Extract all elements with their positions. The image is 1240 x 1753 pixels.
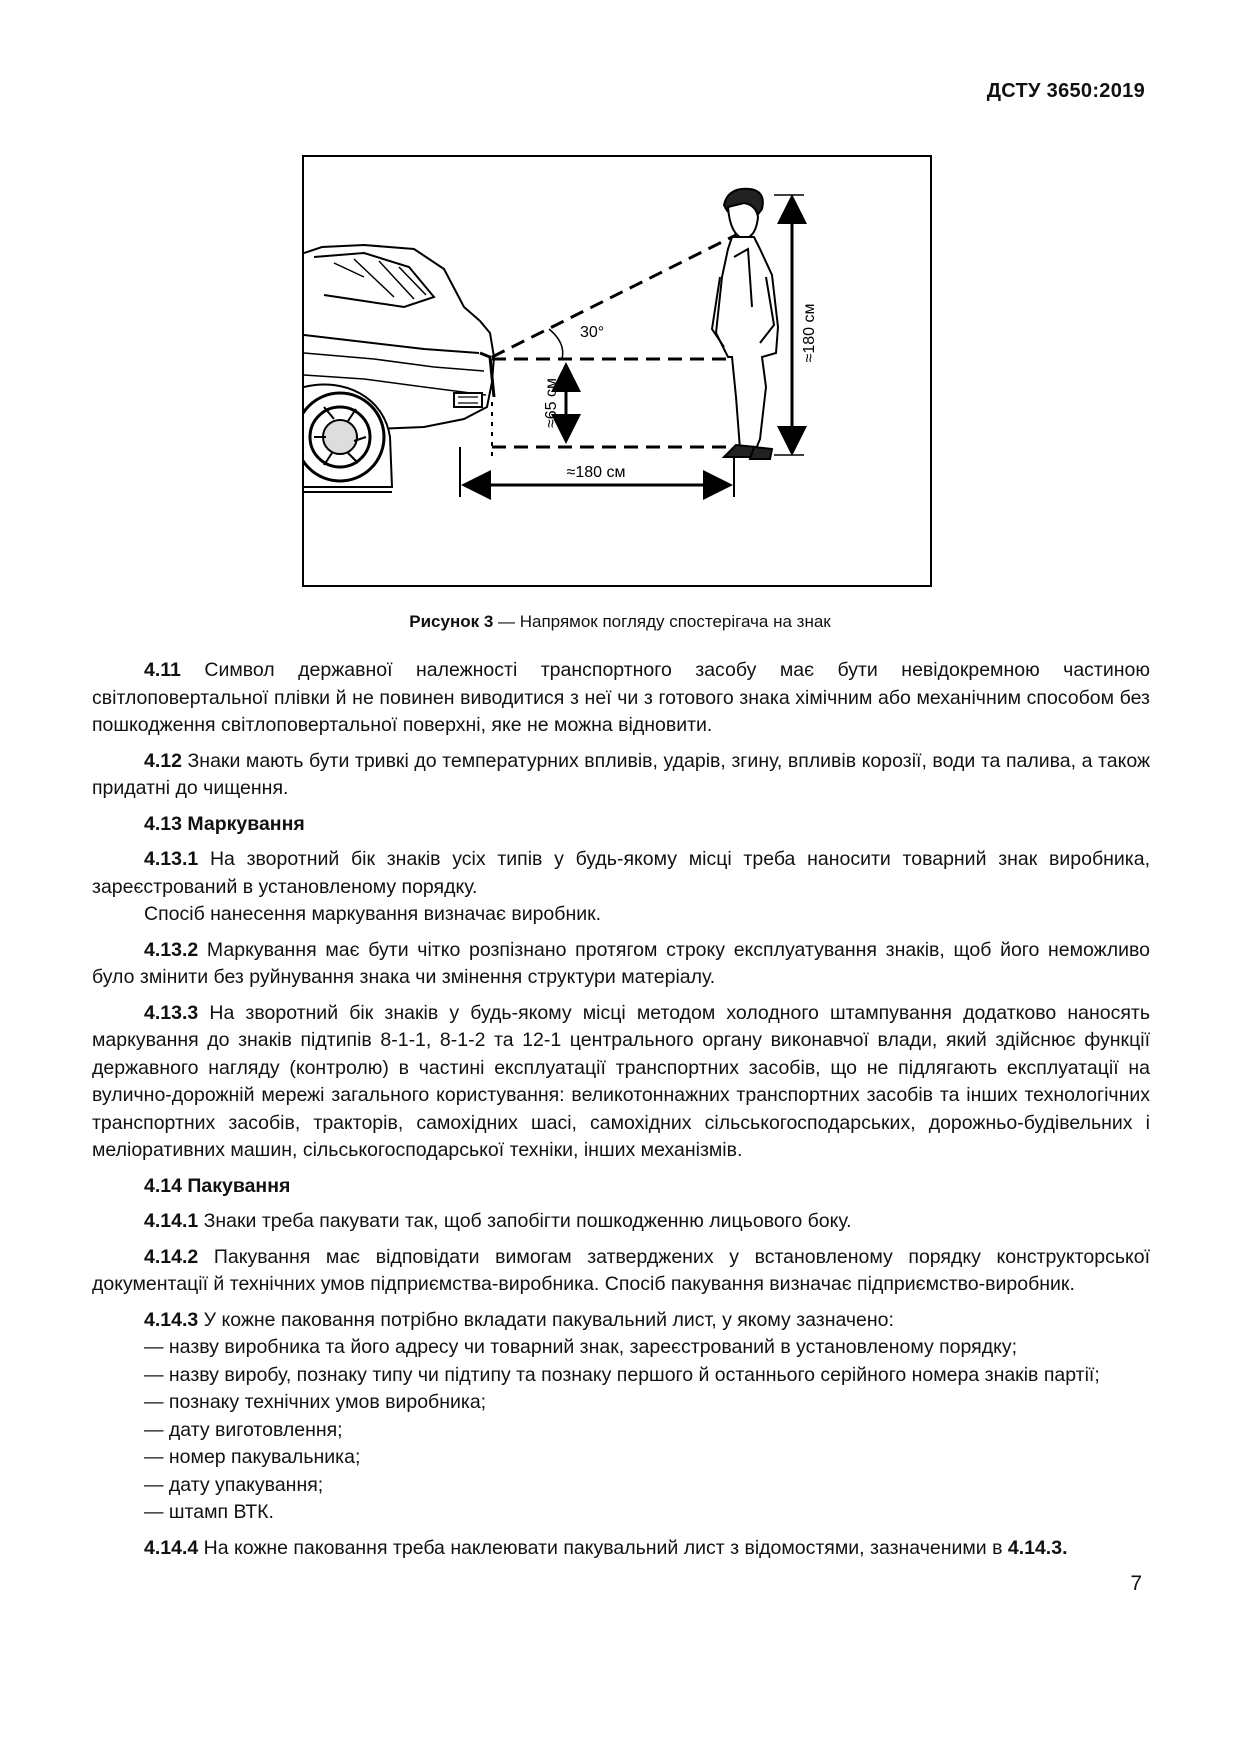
list-item: — познаку технічних умов виробника; [144, 1391, 487, 1413]
clause-number: 4.13.1 [144, 848, 199, 870]
figure-caption [0, 612, 1240, 632]
clause-reference: 4.14.3. [1007, 1536, 1068, 1559]
clause-text: Знаки треба пакувати так, щоб запобігти пошкодженню лицьового боку. [198, 1210, 852, 1232]
list-item: — назву виробника та його адресу чи товарний знак, зареєстрований в установленому порядку; [144, 1336, 1017, 1358]
angle-label: 30° [580, 324, 605, 341]
paragraph-4-12 [92, 748, 1150, 803]
list-item: — дату упакування; [144, 1473, 324, 1496]
heading-4-14: 4.14 Пакування [144, 1174, 291, 1197]
paragraph-4-13-2 [92, 937, 1150, 992]
document-body [92, 657, 1150, 1598]
list-item: — номер пакувальника; [144, 1446, 361, 1468]
viewer-direction-diagram [304, 157, 932, 587]
list-item: — назву виробу, познаку типу чи підтипу та познаку першого й останнього серійного номера знаків партії; [144, 1363, 1100, 1386]
paragraph-4-14-4 [92, 1535, 1150, 1563]
clause-number: 4.14.3 [144, 1308, 199, 1331]
height-65-label: ≈65 см [543, 377, 560, 429]
figure-3 [302, 155, 932, 587]
distance-label: ≈180 см [566, 464, 626, 481]
clause-text: Знаки мають бути тривкі до температурних впливів, ударів, згину, впливів корозії, води та палива, а також придатні до чищення. [92, 749, 1150, 799]
clause-number: 4.14.4 [144, 1536, 199, 1559]
figure-caption-text: — Напрямок погляду спостерігача на знак [493, 612, 831, 631]
observer-illustration [712, 189, 778, 459]
paragraph-4-14-3 [92, 1307, 1150, 1335]
clause-number: 4.14.2 [144, 1245, 199, 1268]
car-illustration [304, 245, 494, 492]
clause-number: 4.13.3 [144, 1001, 199, 1024]
paragraph-4-13-3 [92, 1000, 1150, 1165]
page-number: 7 [1130, 1572, 1142, 1595]
clause-text: На зворотний бік знаків у будь-якому місці методом холодного штампування додатково наносять маркування до знаків підтипів 8-1-1, 8-1-2 та 12-1 центрального органу виконавчої влади, який здійснює функції державного нагляду (контролю) в частині експлуатації транспортних засобів, що не підлягають експлуатації на вулично-дорожній мережі загального користування: великотоннажних транспортних засобів та інших технологічних транспортних засобів, тракторів, самохідних шасі, самохідних сільськогосподарських, дорожньо-будівельних і меліоративних машин, сільськогосподарської техніки, інших механізмів. [92, 1001, 1150, 1161]
clause-text: Пакування має відповідати вимогам затверджених у встановленому порядку конструкторської документації й технічних умов підприємства-виробника. Спосіб пакування визначає підприємство-виробник. [92, 1245, 1150, 1295]
clause-number: 4.11 [144, 659, 181, 681]
document-code: ДСТУ 3650:2019 [986, 80, 1145, 102]
paragraph-4-14-2 [92, 1244, 1150, 1299]
list-item: — штамп ВТК. [144, 1501, 274, 1523]
clause-text: На кожне паковання треба наклеювати пакувальний лист з відомостями, зазначеними в [198, 1536, 1008, 1559]
paragraph-4-11 [92, 657, 1150, 740]
paragraph-4-14-1 [92, 1208, 1150, 1236]
paragraph-4-13-1-note: Спосіб нанесення маркування визначає виробник. [144, 903, 602, 925]
clause-number: 4.13.2 [144, 938, 199, 961]
heading-4-13: 4.13 Маркування [144, 812, 305, 835]
clause-text: На зворотний бік знаків усіх типів у будь-якому місці треба наносити товарний знак виробника, зареєстрований в установленому порядку. [92, 848, 1150, 898]
packing-list-items [92, 1334, 1150, 1527]
clause-text: У кожне паковання потрібно вкладати пакувальний лист, у якому зазначено: [198, 1308, 894, 1331]
clause-number: 4.14.1 [144, 1210, 199, 1232]
height-180-label: ≈180 см [801, 303, 818, 363]
list-item: — дату виготовлення; [144, 1418, 343, 1441]
angle-arc [549, 329, 563, 359]
sight-lines [492, 235, 736, 447]
clause-number: 4.12 [144, 749, 182, 772]
paragraph-4-13-1 [92, 846, 1150, 901]
clause-text: Символ державної належності транспортного засобу має бути невідокремною частиною світлоповертальної плівки й не повинен виводитися з неї чи з готового знака хімічним або механічним способом без пошкодження світлоповертальної поверхні, яке не можна відновити. [92, 659, 1150, 736]
figure-caption-number: Рисунок 3 [409, 612, 494, 631]
clause-text: Маркування має бути чітко розпізнано протягом строку експлуатування знаків, щоб його неможливо було змінити без руйнування знака чи змінення структури матеріалу. [92, 938, 1150, 988]
